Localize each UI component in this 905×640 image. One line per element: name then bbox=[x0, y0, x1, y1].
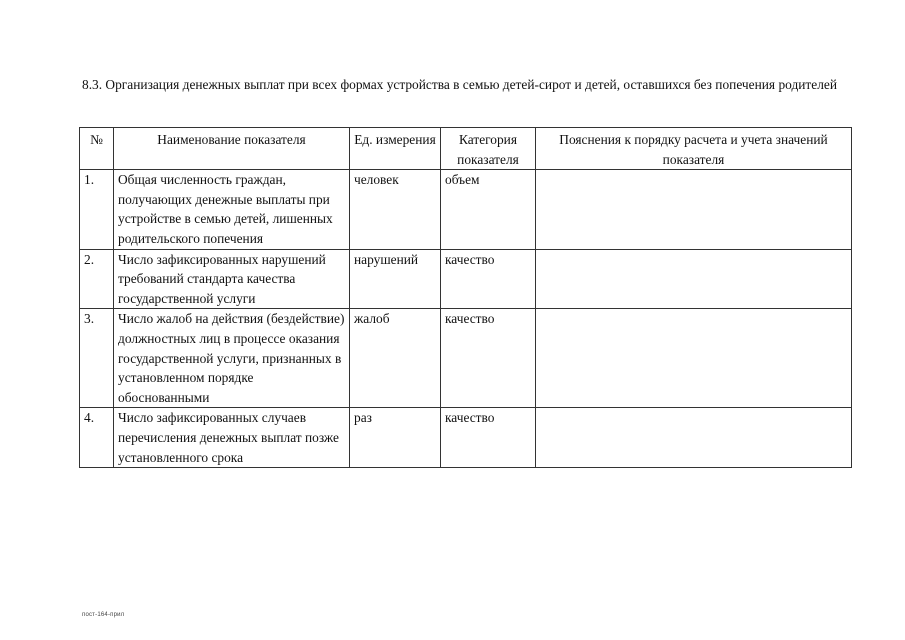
column-header-explanation-bold: Пояснения к порядку расчета и учета значений bbox=[559, 132, 828, 147]
indicators-table bbox=[79, 127, 852, 468]
column-header-category: Категория показателя bbox=[441, 128, 536, 170]
indicator-explanation bbox=[536, 309, 852, 408]
row-number: 3. bbox=[80, 309, 114, 408]
table-row bbox=[80, 309, 852, 408]
indicator-explanation bbox=[536, 249, 852, 309]
table-row bbox=[80, 408, 852, 468]
row-number: 4. bbox=[80, 408, 114, 468]
column-header-number: № bbox=[80, 128, 114, 170]
table-header-row bbox=[80, 128, 852, 170]
table-row bbox=[80, 170, 852, 249]
indicator-name: Число зафиксированных нарушений требований стандарта качества государственной услуги bbox=[114, 249, 350, 309]
indicator-unit: нарушений bbox=[350, 249, 441, 309]
section-heading: 8.3. Организация денежных выплат при всех формах устройства в семью детей-сирот и детей, оставшихся без попечения родителей bbox=[82, 77, 838, 92]
column-header-explanation-rest: показателя bbox=[662, 151, 725, 167]
indicator-category: качество bbox=[441, 249, 536, 309]
indicator-name: Число жалоб на действия (бездействие) должностных лиц в процессе оказания государственной услуги, признанных в установленном порядке обоснованными bbox=[114, 309, 350, 408]
indicator-unit: человек bbox=[350, 170, 441, 249]
row-number: 1. bbox=[80, 170, 114, 249]
indicator-name: Общая численность граждан, получающих денежные выплаты при устройстве в семью детей, лишенных родительского попечения bbox=[114, 170, 350, 249]
indicator-category: качество bbox=[441, 309, 536, 408]
indicator-category: качество bbox=[441, 408, 536, 468]
column-header-name: Наименование показателя bbox=[114, 128, 350, 170]
indicator-explanation bbox=[536, 408, 852, 468]
column-header-unit: Ед. измерения bbox=[350, 128, 441, 170]
column-header-explanation bbox=[536, 128, 852, 170]
indicator-explanation bbox=[536, 170, 852, 249]
indicator-category: объем bbox=[441, 170, 536, 249]
indicator-unit: раз bbox=[350, 408, 441, 468]
table-row bbox=[80, 249, 852, 309]
document-footer-code: пост-164-прил bbox=[82, 612, 125, 618]
row-number: 2. bbox=[80, 249, 114, 309]
indicator-unit: жалоб bbox=[350, 309, 441, 408]
indicator-name: Число зафиксированных случаев перечисления денежных выплат позже установленного срока bbox=[114, 408, 350, 468]
